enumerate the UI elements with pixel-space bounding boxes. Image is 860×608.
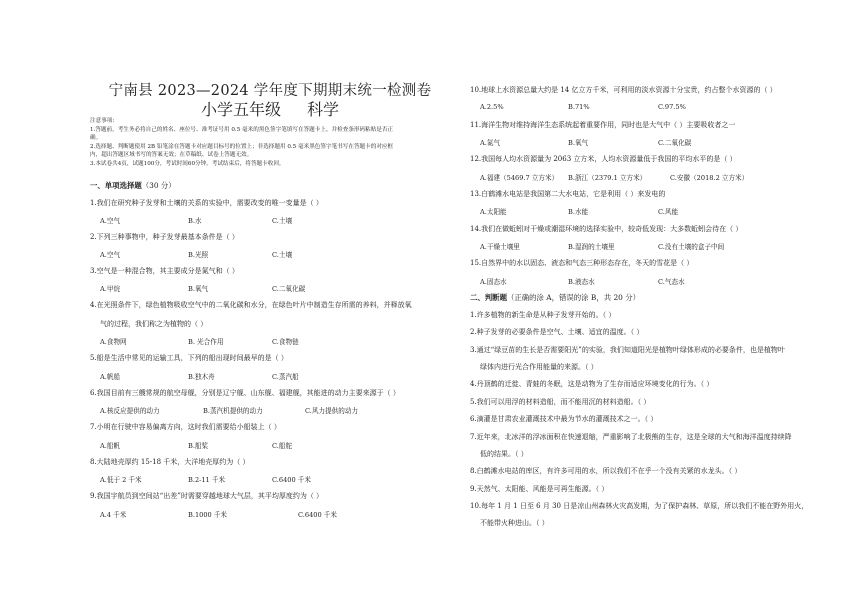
option-c[interactable]: C.6400 千米 bbox=[298, 511, 337, 519]
notice-item: 内，超出答题区域书写的答案无效；在草稿纸、试卷上答题无效。 bbox=[90, 152, 253, 158]
question-text: 5.船是生活中常见的运输工具，下列的船出现时间最早的是（ ） bbox=[90, 354, 288, 362]
notice-item: 2.选择题、判断题使用 2B 铅笔涂在答题卡对应题目标号的位置上；非选择题用 0.5 毫米黑色签字笔书写在答题卡的对应框 bbox=[90, 143, 394, 150]
option-b[interactable]: B.1000 千米 bbox=[188, 511, 228, 519]
exam-title: 宁南县 2023—2024 学年度下期期末统一检测卷 bbox=[108, 83, 432, 99]
judgment-9[interactable]: 9.天然气、太阳能、风能是可再生能源。（ ） bbox=[470, 485, 609, 493]
judgment-10[interactable]: 10.每年 1 月 1 日至 6 月 30 日是凉山州森林火灾高发期，为了保护森林、草原，所以我们不能在野外用火， bbox=[470, 502, 809, 510]
option-c[interactable]: C.气态水 bbox=[658, 278, 685, 286]
question-text: 11.海洋生物对维持海洋生态系统起着重要作用，同时也是大气中（ ）主要吸收者之一 bbox=[470, 121, 736, 129]
judgment-7[interactable]: 7.近年来，北冰洋的浮冰面积在快速退缩，严重影响了北极熊的生存，这是全球的大气和海洋温度持续降 bbox=[470, 433, 792, 441]
notice-block bbox=[90, 117, 450, 168]
option-a[interactable]: A.干燥土壤里 bbox=[480, 243, 520, 251]
question-text: 6.我国目前有三艘常规的航空母舰，分别是辽宁舰、山东舰、福建舰，其能进的动力主要来源于（ ） bbox=[90, 389, 400, 397]
question-text: 1.我们在研究种子发芽和土壤的关系的实验中，需要改变的唯一变量是（ ） bbox=[90, 199, 323, 207]
option-b[interactable]: B.光照 bbox=[188, 251, 209, 259]
question-text: 10.地球上水资源总量大约是 14 亿立方千米，可利用的淡水资源十分宝贵，约占整个水资源的（ ） bbox=[470, 86, 777, 94]
question-text: 9.我国宇航员到空间站“出差”时需要穿越地球大气层，其平均厚度约为（ ） bbox=[90, 492, 324, 500]
option-a[interactable]: A.氮气 bbox=[480, 139, 501, 147]
option-c[interactable]: C.土壤 bbox=[272, 251, 293, 259]
option-a[interactable]: A.食物网 bbox=[100, 338, 127, 346]
question-text: 4.在光照条件下，绿色植物吸收空气中的二氧化碳和水分，在绿色叶片中制造生存所需的养料，并释放氧 bbox=[90, 301, 412, 309]
question-text-continued: 气的过程，我们称之为植物的（ ） bbox=[100, 320, 208, 328]
question-text: 15.自然界中的水以固态、液态和气态三种形态存在，冬天的雪花是（ ） bbox=[470, 259, 694, 267]
option-a[interactable]: A.帆船 bbox=[100, 373, 121, 381]
judgment-3[interactable]: 3.通过“绿豆苗的生长是否需要阳光”的实验，我们知道阳光是植物叶绿体形成的必要条件，也是植物叶 bbox=[470, 346, 785, 354]
question-text: 2.下列三种事物中，种子发芽最基本条件是（ ） bbox=[90, 233, 239, 241]
option-c[interactable]: C.6400 千米 bbox=[272, 476, 311, 484]
option-b[interactable]: B.蒸汽机提供的动力 bbox=[203, 407, 263, 415]
option-c[interactable]: C.船舵 bbox=[272, 442, 293, 450]
option-a[interactable]: A.4 千米 bbox=[100, 511, 127, 519]
judgment-7-continued: 低的结果。（ ） bbox=[480, 450, 528, 458]
option-c[interactable]: C.土壤 bbox=[272, 217, 293, 225]
option-b[interactable]: B.71% bbox=[568, 103, 590, 111]
option-c[interactable]: C.二氧化碳 bbox=[272, 285, 306, 293]
question-text: 8.大陆地壳厚约 15-18 千米，大洋地壳厚约为（ ） bbox=[90, 458, 250, 466]
question-text: 13.白鹤滩水电站是我国第二大水电站，它是利用（ ）来发电的 bbox=[470, 190, 666, 198]
option-a[interactable]: A.空气 bbox=[100, 251, 121, 259]
judgment-2[interactable]: 2.种子发芽的必要条件是空气、土壤、适宜的温度。（ ） bbox=[470, 328, 644, 336]
judgment-8[interactable]: 8.白鹤滩水电站的库区，有许多可用的水，所以我们不在乎一个没有关紧的水龙头。（ ） bbox=[470, 467, 742, 475]
question-text: 12.我国每人均水资源量为 2063 立方米，人均水资源量低于我国的平均水平的是（ ） bbox=[470, 155, 737, 163]
option-a[interactable]: A.低于 2 千米 bbox=[100, 476, 142, 484]
option-a[interactable]: A.甲烷 bbox=[100, 285, 121, 293]
judgment-5[interactable]: 5.我们可以用浮的材料造船，而不能用沉的材料造船。（ ） bbox=[470, 398, 651, 406]
judgment-6[interactable]: 6.滴灌是甘肃农业灌溉技术中最为节水的灌溉技术之一。（ ） bbox=[470, 415, 658, 423]
option-a[interactable]: A.船帆 bbox=[100, 442, 121, 450]
option-c[interactable]: C.食物链 bbox=[272, 338, 299, 346]
option-c[interactable]: C.风力提供的动力 bbox=[305, 407, 359, 415]
subject-label: 科学 bbox=[307, 100, 340, 119]
option-a[interactable]: A.福建（5469.7 立方米） bbox=[480, 174, 559, 182]
judgment-1[interactable]: 1.许多植物的新生命是从种子发芽开始的。（ ） bbox=[470, 311, 616, 319]
option-b[interactable]: B.2-11 千米 bbox=[188, 476, 226, 484]
option-a[interactable]: A.固态水 bbox=[480, 278, 507, 286]
option-c[interactable]: C.安徽（2018.2 立方米） bbox=[670, 174, 749, 182]
option-c[interactable]: C.97.5% bbox=[658, 103, 686, 111]
option-b[interactable]: B. 光合作用 bbox=[188, 338, 224, 346]
option-b[interactable]: B.水 bbox=[188, 217, 202, 225]
grade-label: 小学五年级 bbox=[200, 100, 281, 119]
option-b[interactable]: B.氧气 bbox=[568, 139, 589, 147]
option-a[interactable]: A.2.5% bbox=[480, 103, 504, 111]
notice-item: 确。 bbox=[90, 135, 102, 141]
option-b[interactable]: B.水能 bbox=[568, 208, 589, 216]
question-text: 3.空气是一种混合物，其主要成分是氮气和（ ） bbox=[90, 267, 239, 275]
option-c[interactable]: C.蒸汽船 bbox=[272, 373, 299, 381]
section-heading-choice: 一、单项选择题（30 分） bbox=[90, 181, 176, 190]
option-b[interactable]: B.液态水 bbox=[568, 278, 595, 286]
judgment-3-continued: 绿体内进行光合作用能量的来源。（ ） bbox=[480, 363, 598, 371]
option-b[interactable]: B.船桨 bbox=[188, 442, 209, 450]
notice-item: 1.答题前，考生务必将自己的姓名、座位号、准考证号用 0.5 毫米的黑色签字笔填写在答题卡上，并检查条形码粘贴是否正 bbox=[90, 126, 394, 133]
option-b[interactable]: B.氧气 bbox=[188, 285, 209, 293]
option-b[interactable]: B.湿润的土壤里 bbox=[568, 243, 615, 251]
notice-title: 注意事项: bbox=[90, 118, 115, 124]
option-a[interactable]: A.空气 bbox=[100, 217, 121, 225]
question-text: 14.我们在做蚯蚓对干燥或潮湿环境的选择实验中，较奇低发现：大多数蚯蚓会待在（ ） bbox=[470, 225, 743, 233]
option-b[interactable]: B.浙江（2379.1 立方米） bbox=[568, 174, 647, 182]
judgment-4[interactable]: 4.丹顶鹤的迁徙、青蛙的冬眠，这是动物为了生存而适应环境变化的行为。（ ） bbox=[470, 380, 714, 388]
option-c[interactable]: C.没有土壤的盒子中间 bbox=[658, 243, 725, 251]
notice-item: 3.本试卷共4页，试题100分，考试时间60分钟。考试结束后，将答题卡收回。 bbox=[90, 160, 285, 167]
question-text: 7.小明在行驶中容易偏离方向，这时我们需要给小船装上（ ） bbox=[90, 423, 281, 431]
option-b[interactable]: B.独木舟 bbox=[188, 373, 215, 381]
judgment-10-continued: 不能带火种进山。（ ） bbox=[480, 519, 549, 527]
section-heading-judgment: 二、判断题（正确的涂 A，错误的涂 B，共 20 分） bbox=[470, 293, 641, 302]
option-a[interactable]: A.核反应提供的动力 bbox=[100, 407, 160, 415]
option-c[interactable]: C.风能 bbox=[658, 208, 679, 216]
option-a[interactable]: A.太阳能 bbox=[480, 208, 507, 216]
option-c[interactable]: C.二氧化碳 bbox=[658, 139, 692, 147]
